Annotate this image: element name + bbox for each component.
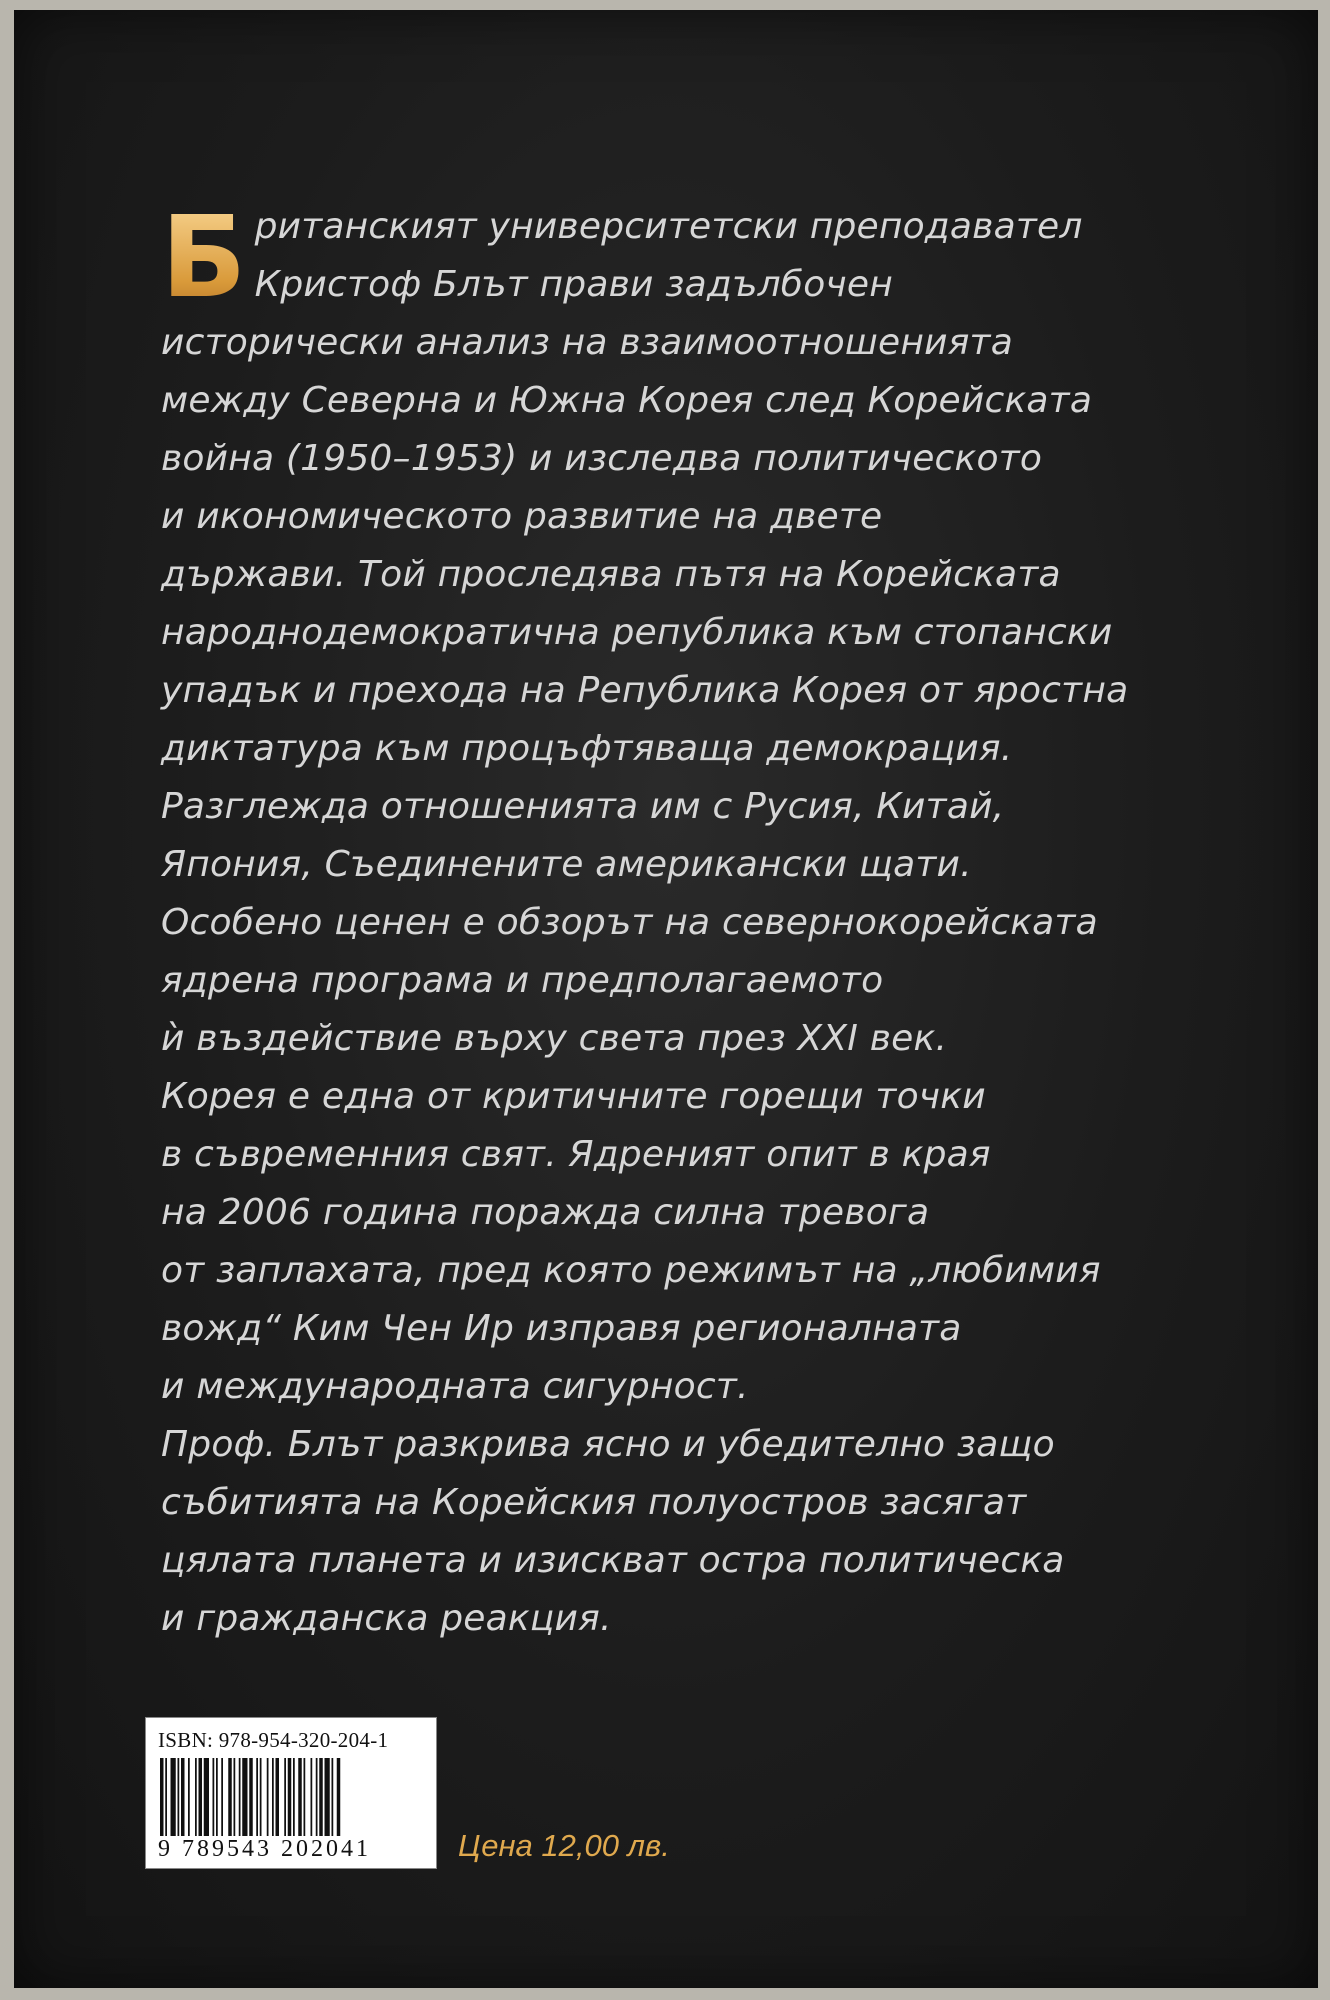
blurb-text [161, 193, 1261, 1648]
blurb-line: народнодемократична република към стопански [161, 612, 1113, 653]
blurb-line: Разглежда отношенията им с Русия, Китай, [161, 786, 1005, 827]
blurb-line: Особено ценен е обзорът на севернокорейската [161, 902, 1098, 943]
blurb-line: Кристоф Блът прави задълбочен [254, 264, 893, 305]
blurb-line: ѝ въздействие върху света през XXI век. [161, 1018, 948, 1059]
barcode-bars [158, 1758, 424, 1836]
blurb-line: цялата планета и изискват остра политическа [161, 1540, 1065, 1581]
blurb-line: и международната сигурност. [161, 1366, 749, 1407]
blurb-line: исторически анализ на взаимоотношенията [161, 322, 1013, 363]
blurb-line: на 2006 година поражда силна тревога [161, 1192, 930, 1233]
blurb-line: между Северна и Южна Корея след Корейската [161, 380, 1093, 421]
blurb-line: от заплахата, пред която режимът на „любимия [161, 1250, 1101, 1291]
blurb-line: и гражданска реакция. [161, 1598, 612, 1639]
blurb-line: упадък и прехода на Република Корея от яростна [161, 670, 1129, 711]
blurb-line: Корея е една от критичните горещи точки [161, 1076, 986, 1117]
barcode-digits: 9 789543 202041 [158, 1836, 371, 1862]
drop-cap-letter: Б [161, 193, 247, 323]
blurb-line: събитията на Корейския полуостров засягат [161, 1482, 1027, 1523]
blurb-line: Япония, Съединените американски щати. [161, 844, 972, 885]
back-cover [14, 10, 1318, 1988]
isbn-label: ISBN: 978-954-320-204-1 [158, 1728, 389, 1752]
blurb-line: държави. Той проследява пътя на Корейската [161, 554, 1061, 595]
blurb-line: Проф. Блът разкрива ясно и убедително защо [161, 1424, 1055, 1465]
blurb-line: вожд“ Ким Чен Ир изправя регионалната [161, 1308, 962, 1349]
price-label: Цена 12,00 лв. [458, 1828, 670, 1863]
blurb-line: в съвременния свят. Ядреният опит в края [161, 1134, 991, 1175]
blurb-line: ядрена програма и предполагаемото [161, 960, 884, 1001]
blurb-line: и икономическото развитие на двете [161, 496, 883, 537]
blurb-line: война (1950–1953) и изследва политическото [161, 438, 1043, 479]
blurb-line: диктатура към процъфтяваща демокрация. [161, 728, 1013, 769]
blurb-line: ританският университетски преподавател [254, 206, 1083, 247]
isbn-barcode [145, 1717, 437, 1869]
